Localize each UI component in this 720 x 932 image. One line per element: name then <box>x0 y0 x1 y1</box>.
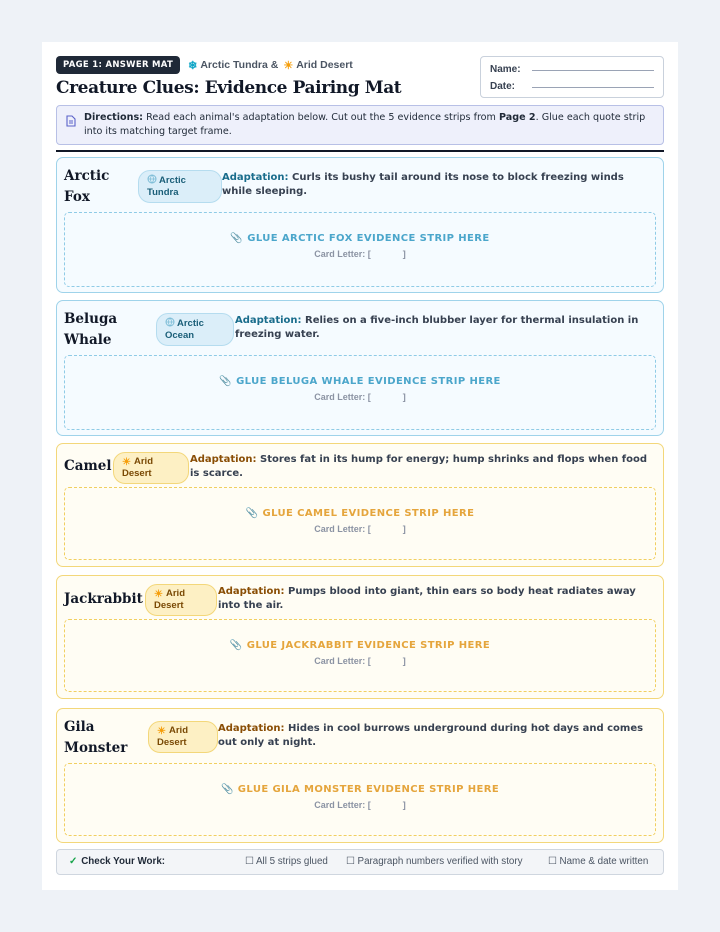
header-tags <box>56 56 353 74</box>
card-letter-field: Card Letter: [ ] <box>314 656 406 666</box>
card-camel <box>56 443 664 567</box>
animal-name: Gila Monster <box>64 719 128 756</box>
glue-target-frame[interactable] <box>64 619 656 692</box>
check-your-work-bar <box>56 849 664 875</box>
animal-name: Camel <box>64 458 112 474</box>
card-letter-field: Card Letter: [ ] <box>314 524 406 534</box>
globe-icon <box>147 174 157 184</box>
card-letter-field: Card Letter: [ ] <box>314 800 406 810</box>
habitat-pill: ☀ Arid Desert <box>113 452 189 484</box>
card-arctic-fox <box>56 157 664 293</box>
habitat-pill: ☀ Arid Desert <box>148 721 218 753</box>
paperclip-icon: 📎 <box>229 640 243 651</box>
checklist-item[interactable]: ☐ Name & date written <box>548 856 649 867</box>
habitat-pill: Arctic Tundra <box>138 170 222 203</box>
card-gila-monster <box>56 708 664 843</box>
sun-icon: ☀ <box>154 589 163 600</box>
page-badge: PAGE 1: ANSWER MAT <box>56 56 180 74</box>
check-title: ✓ Check Your Work: <box>69 856 166 867</box>
adaptation-text: Adaptation: Relies on a five-inch blubber layer for thermal insulation in freezing water. <box>235 315 639 340</box>
adaptation-text: Adaptation: Hides in cool burrows underground during hot days and comes out only at night. <box>218 723 644 748</box>
glue-instruction: 📎 GLUE CAMEL EVIDENCE STRIP HERE <box>245 508 475 519</box>
directions-text-1: Read each animal's adaptation below. Cut out the 5 evidence strips from <box>143 112 499 123</box>
answer-mat-page <box>42 42 678 890</box>
directions-text-2: . Glue each quote strip into its matching target frame. <box>84 112 646 137</box>
checkbox-icon: ☐ <box>346 856 355 867</box>
paperclip-icon: 📎 <box>230 233 244 244</box>
glue-target-frame[interactable] <box>64 212 656 287</box>
sun-icon: ☀ <box>157 726 166 737</box>
header-divider <box>56 150 664 152</box>
date-label: Date: <box>490 81 516 92</box>
card-letter-field: Card Letter: [ ] <box>314 392 406 402</box>
document-icon <box>66 115 76 127</box>
checkbox-icon: ☐ <box>548 856 557 867</box>
directions-page-ref: Page 2 <box>498 112 536 123</box>
name-label: Name: <box>490 64 521 75</box>
glue-target-frame[interactable] <box>64 763 656 836</box>
check-circle-icon: ✓ <box>69 856 78 867</box>
biome-tag-desert <box>283 59 352 72</box>
glue-instruction: 📎 GLUE BELUGA WHALE EVIDENCE STRIP HERE <box>219 376 501 387</box>
glue-instruction: 📎 GLUE ARCTIC FOX EVIDENCE STRIP HERE <box>230 233 490 244</box>
biome-arctic-label: Arctic Tundra & <box>200 59 279 71</box>
date-field[interactable] <box>532 87 654 88</box>
animal-name: Beluga Whale <box>64 311 118 348</box>
sun-icon: ☀ <box>122 457 131 468</box>
glue-instruction: 📎 GLUE GILA MONSTER EVIDENCE STRIP HERE <box>220 784 500 795</box>
card-beluga-whale <box>56 300 664 436</box>
card-jackrabbit <box>56 575 664 699</box>
name-date-box <box>480 56 664 98</box>
adaptation-text: Adaptation: Stores fat in its hump for energy; hump shrinks and flops when food is scarce. <box>190 454 648 479</box>
directions-label: Directions: <box>84 112 144 123</box>
habitat-pill: ☀ Arid Desert <box>145 584 217 616</box>
name-field[interactable] <box>532 70 654 71</box>
glue-target-frame[interactable] <box>64 355 656 430</box>
biome-desert-label: Arid Desert <box>296 59 353 71</box>
directions-box <box>56 105 664 145</box>
adaptation-text: Adaptation: Pumps blood into giant, thin ears so body heat radiates away into the air. <box>218 586 636 611</box>
page-title: Creature Clues: Evidence Pairing Mat <box>56 78 402 98</box>
animal-name: Jackrabbit <box>64 591 143 607</box>
card-letter-field: Card Letter: [ ] <box>314 249 406 259</box>
snowflake-icon: ❄ <box>188 59 198 72</box>
adaptation-text: Adaptation: Curls its bushy tail around its nose to block freezing winds while sleeping. <box>222 172 624 197</box>
paperclip-icon: 📎 <box>245 508 259 519</box>
glue-instruction: 📎 GLUE JACKRABBIT EVIDENCE STRIP HERE <box>229 640 491 651</box>
paperclip-icon: 📎 <box>219 376 233 387</box>
biome-tag-arctic <box>188 59 278 72</box>
paperclip-icon: 📎 <box>220 784 234 795</box>
habitat-pill: Arctic Ocean <box>156 313 234 346</box>
sun-icon: ☀ <box>283 59 294 72</box>
checkbox-icon: ☐ <box>245 856 254 867</box>
globe-icon <box>165 317 175 327</box>
checklist-item[interactable]: ☐ All 5 strips glued <box>245 856 328 867</box>
checklist-item[interactable]: ☐ Paragraph numbers verified with story <box>346 856 523 867</box>
glue-target-frame[interactable] <box>64 487 656 560</box>
animal-name: Arctic Fox <box>64 168 110 205</box>
